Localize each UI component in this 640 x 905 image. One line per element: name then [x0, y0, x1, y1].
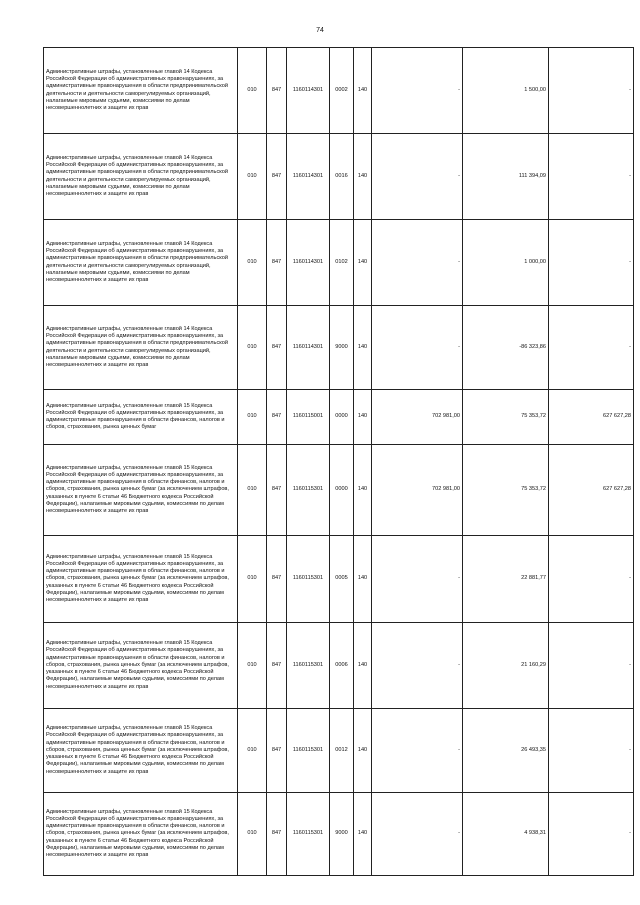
kosgu-cell: 140: [354, 445, 372, 536]
executed-value-cell: 26 493,35: [463, 709, 549, 793]
kosgu-cell: 140: [354, 220, 372, 306]
admin-code-cell: 847: [267, 306, 287, 390]
table-row: [44, 793, 634, 876]
executed-value-cell: 22 881,77: [463, 536, 549, 623]
admin-code-cell: 847: [267, 390, 287, 445]
subcode-cell: 0006: [330, 623, 354, 709]
income-code-cell: 1160115301: [287, 709, 330, 793]
row-name-cell: Административные штрафы, установленные главой 14 Кодекса Российской Федерации об административных правонарушениях, за административные правонарушения в области предпринимательской деятельности и деятельности саморегулируемых организаций, налагаемые мировыми судьями, комиссиями по делам несовершеннолетних и защите их прав: [44, 48, 238, 134]
line-code-cell: 010: [238, 134, 267, 220]
executed-value-cell: 75 353,72: [463, 445, 549, 536]
income-code-cell: 1160115001: [287, 390, 330, 445]
kosgu-cell: 140: [354, 623, 372, 709]
income-code-cell: 1160114301: [287, 134, 330, 220]
line-code-cell: 010: [238, 623, 267, 709]
table-row: [44, 306, 634, 390]
approved-value-cell: -: [372, 536, 463, 623]
kosgu-cell: 140: [354, 709, 372, 793]
admin-code-cell: 847: [267, 445, 287, 536]
row-name-cell: Административные штрафы, установленные главой 15 Кодекса Российской Федерации об административных правонарушениях, за административные правонарушения в области финансов, налогов и сборов, страхования, рынка ценных бумаг (за исключением штрафов, указанных в пункте 6 статьи 46 Бюджетного кодекса Российской Федерации), налагаемые мировыми судьями, комиссиями по делам несовершеннолетних и защите их прав: [44, 623, 238, 709]
admin-code-cell: 847: [267, 623, 287, 709]
executed-value-cell: 111 394,09: [463, 134, 549, 220]
admin-code-cell: 847: [267, 709, 287, 793]
executed-value-cell: 75 353,72: [463, 390, 549, 445]
table-row: [44, 623, 634, 709]
approved-value-cell: -: [372, 220, 463, 306]
executed-value-cell: -86 323,86: [463, 306, 549, 390]
remaining-value-cell: -: [549, 709, 634, 793]
row-name-cell: Административные штрафы, установленные главой 15 Кодекса Российской Федерации об административных правонарушениях, за административные правонарушения в области финансов, налогов и сборов, страхования, рынка ценных бумаг (за исключением штрафов, указанных в пункте 6 статьи 46 Бюджетного кодекса Российской Федерации), налагаемые мировыми судьями, комиссиями по делам несовершеннолетних и защите их прав: [44, 793, 238, 876]
kosgu-cell: 140: [354, 306, 372, 390]
row-name-cell: Административные штрафы, установленные главой 14 Кодекса Российской Федерации об административных правонарушениях, за административные правонарушения в области предпринимательской деятельности и деятельности саморегулируемых организаций, налагаемые мировыми судьями, комиссиями по делам несовершеннолетних и защите их прав: [44, 134, 238, 220]
row-name-cell: Административные штрафы, установленные главой 15 Кодекса Российской Федерации об административных правонарушениях, за административные правонарушения в области финансов, налогов и сборов, страхования, рынка ценных бумаг (за исключением штрафов, указанных в пункте 6 статьи 46 Бюджетного кодекса Российской Федерации), налагаемые мировыми судьями, комиссиями по делам несовершеннолетних и защите их прав: [44, 536, 238, 623]
table-row: [44, 220, 634, 306]
admin-code-cell: 847: [267, 220, 287, 306]
approved-value-cell: -: [372, 793, 463, 876]
line-code-cell: 010: [238, 793, 267, 876]
income-code-cell: 1160114301: [287, 220, 330, 306]
remaining-value-cell: 627 627,28: [549, 390, 634, 445]
line-code-cell: 010: [238, 390, 267, 445]
remaining-value-cell: -: [549, 48, 634, 134]
remaining-value-cell: 627 627,28: [549, 445, 634, 536]
subcode-cell: 0000: [330, 390, 354, 445]
subcode-cell: 0002: [330, 48, 354, 134]
table-row: [44, 390, 634, 445]
report-table: [43, 47, 634, 876]
approved-value-cell: 702 981,00: [372, 445, 463, 536]
kosgu-cell: 140: [354, 793, 372, 876]
approved-value-cell: -: [372, 134, 463, 220]
kosgu-cell: 140: [354, 134, 372, 220]
line-code-cell: 010: [238, 306, 267, 390]
subcode-cell: 0016: [330, 134, 354, 220]
kosgu-cell: 140: [354, 536, 372, 623]
admin-code-cell: 847: [267, 48, 287, 134]
row-name-cell: Административные штрафы, установленные главой 15 Кодекса Российской Федерации об административных правонарушениях, за административные правонарушения в области финансов, налогов и сборов, страхования, рынка ценных бумаг (за исключением штрафов, указанных в пункте 6 статьи 46 Бюджетного кодекса Российской Федерации), налагаемые мировыми судьями, комиссиями по делам несовершеннолетних и защите их прав: [44, 709, 238, 793]
income-code-cell: 1160114301: [287, 306, 330, 390]
executed-value-cell: 4 938,31: [463, 793, 549, 876]
income-code-cell: 1160115301: [287, 445, 330, 536]
approved-value-cell: 702 981,00: [372, 390, 463, 445]
table-row: [44, 445, 634, 536]
table-row: [44, 536, 634, 623]
page-number: 74: [316, 27, 324, 34]
table-row: [44, 48, 634, 134]
table-row: [44, 134, 634, 220]
approved-value-cell: -: [372, 623, 463, 709]
subcode-cell: 9000: [330, 306, 354, 390]
line-code-cell: 010: [238, 445, 267, 536]
approved-value-cell: -: [372, 709, 463, 793]
line-code-cell: 010: [238, 48, 267, 134]
admin-code-cell: 847: [267, 134, 287, 220]
report-table-body: [44, 48, 634, 876]
kosgu-cell: 140: [354, 390, 372, 445]
executed-value-cell: 21 160,29: [463, 623, 549, 709]
approved-value-cell: -: [372, 48, 463, 134]
row-name-cell: Административные штрафы, установленные главой 15 Кодекса Российской Федерации об административных правонарушениях, за административные правонарушения в области финансов, налогов и сборов, страхования, рынка ценных бумаг (за исключением штрафов, указанных в пункте 6 статьи 46 Бюджетного кодекса Российской Федерации), налагаемые мировыми судьями, комиссиями по делам несовершеннолетних и защите их прав: [44, 445, 238, 536]
table-row: [44, 709, 634, 793]
line-code-cell: 010: [238, 536, 267, 623]
row-name-cell: Административные штрафы, установленные главой 15 Кодекса Российской Федерации об административных правонарушениях, за административные правонарушения в области финансов, налогов и сборов, страхования, рынка ценных бумаг: [44, 390, 238, 445]
executed-value-cell: 1 500,00: [463, 48, 549, 134]
remaining-value-cell: -: [549, 220, 634, 306]
row-name-cell: Административные штрафы, установленные главой 14 Кодекса Российской Федерации об административных правонарушениях, за административные правонарушения в области предпринимательской деятельности и деятельности саморегулируемых организаций, налагаемые мировыми судьями, комиссиями по делам несовершеннолетних и защите их прав: [44, 306, 238, 390]
income-code-cell: 1160115301: [287, 623, 330, 709]
income-code-cell: 1160115301: [287, 536, 330, 623]
kosgu-cell: 140: [354, 48, 372, 134]
subcode-cell: 9000: [330, 793, 354, 876]
row-name-cell: Административные штрафы, установленные главой 14 Кодекса Российской Федерации об административных правонарушениях, за административные правонарушения в области предпринимательской деятельности и деятельности саморегулируемых организаций, налагаемые мировыми судьями, комиссиями по делам несовершеннолетних и защите их прав: [44, 220, 238, 306]
subcode-cell: 0012: [330, 709, 354, 793]
admin-code-cell: 847: [267, 536, 287, 623]
subcode-cell: 0005: [330, 536, 354, 623]
remaining-value-cell: -: [549, 793, 634, 876]
admin-code-cell: 847: [267, 793, 287, 876]
income-code-cell: 1160115301: [287, 793, 330, 876]
subcode-cell: 0102: [330, 220, 354, 306]
subcode-cell: 0000: [330, 445, 354, 536]
income-code-cell: 1160114301: [287, 48, 330, 134]
remaining-value-cell: -: [549, 306, 634, 390]
remaining-value-cell: -: [549, 623, 634, 709]
remaining-value-cell: -: [549, 536, 634, 623]
approved-value-cell: -: [372, 306, 463, 390]
remaining-value-cell: -: [549, 134, 634, 220]
line-code-cell: 010: [238, 220, 267, 306]
line-code-cell: 010: [238, 709, 267, 793]
executed-value-cell: 1 000,00: [463, 220, 549, 306]
